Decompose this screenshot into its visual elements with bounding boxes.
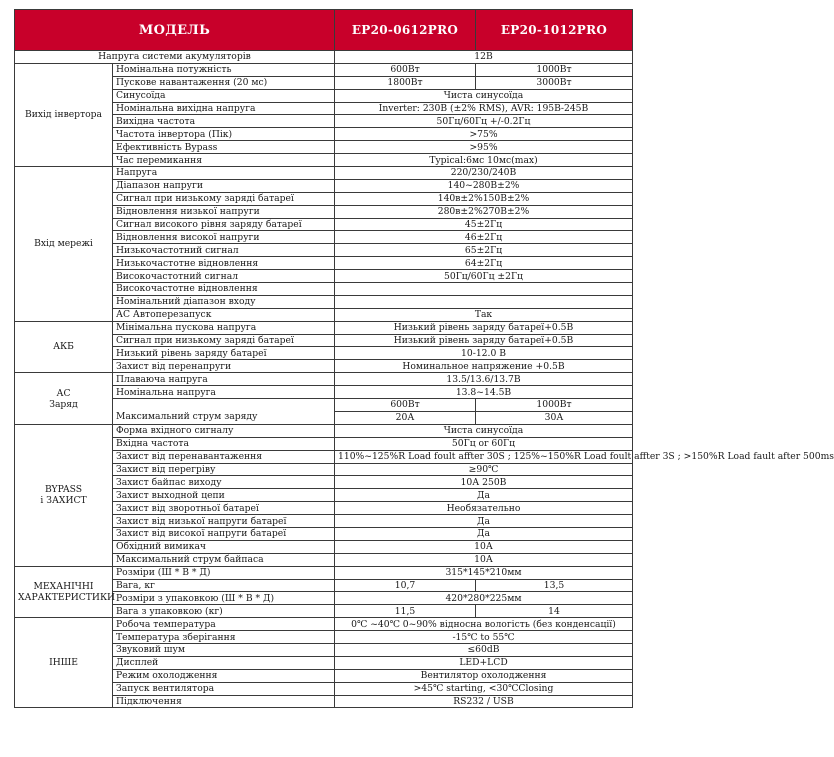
row-value: Чиста синусоїда [335, 424, 633, 437]
row-label: Сигнал високого рівня заряду батареї [113, 218, 335, 231]
row-value [335, 283, 633, 296]
row-value: 10-12.0 В [335, 347, 633, 360]
row-label: Вага, кг [113, 579, 335, 592]
table-row [15, 51, 633, 64]
row-value: RS232 / USB [335, 695, 633, 708]
table-row [15, 321, 633, 334]
row-label: Розміри з упаковкою (Ш * В * Д) [113, 592, 335, 605]
row-value: >75% [335, 128, 633, 141]
row-label: Форма вхідного сигналу [113, 424, 335, 437]
row-label: Вага з упаковкою (кг) [113, 605, 335, 618]
row-value: Вентилятор охолодження [335, 669, 633, 682]
row-label: Обхідний вимикач [113, 540, 335, 553]
row-value: >95% [335, 141, 633, 154]
row-label: Захист від перегріву [113, 463, 335, 476]
section-battery: АКБ [15, 321, 113, 373]
row-value: 65±2Гц [335, 244, 633, 257]
row-value: ≤60dB [335, 643, 633, 656]
row-value: 280в±2%270В±2% [335, 205, 633, 218]
table-row [15, 618, 633, 631]
row-value: 45±2Гц [335, 218, 633, 231]
section-title-line2: ХАРАКТЕРИСТИКИ [18, 591, 116, 603]
system-voltage-label: Напруга системи акумуляторів [15, 51, 335, 64]
header-row [15, 10, 633, 51]
row-label: Захист від низької напруги батареї [113, 515, 335, 528]
row-value: 140в±2%150В±2% [335, 192, 633, 205]
row-value: 14 [476, 605, 633, 618]
row-value: Typical:6мс 10мс(max) [335, 154, 633, 167]
row-value: 10А 250В [335, 476, 633, 489]
row-label: Захист від перенавантаження [113, 450, 335, 463]
row-value: Inverter: 230В (±2% RMS), AVR: 195В-245В [335, 102, 633, 115]
row-label: Вхідна частота [113, 437, 335, 450]
row-value: Необязательно [335, 502, 633, 515]
row-label: Запуск вентилятора [113, 682, 335, 695]
row-value: 1800Вт [335, 76, 476, 89]
row-value: Да [335, 527, 633, 540]
section-title-line1: АС [56, 387, 71, 399]
spec-table [14, 9, 834, 708]
section-title-line2: Заряд [49, 398, 78, 410]
row-value: Так [335, 308, 633, 321]
row-label: Напруга [113, 167, 335, 180]
row-label: Високочастотний сигнал [113, 270, 335, 283]
row-label: Високочастотне відновлення [113, 283, 335, 296]
table-row [15, 63, 633, 76]
row-label: Відновлення низької напруги [113, 205, 335, 218]
row-label: Низькочастотний сигнал [113, 244, 335, 257]
row-label: Низькочастотне відновлення [113, 257, 335, 270]
table-row [15, 167, 633, 180]
section-ac-charge [15, 373, 113, 425]
row-label: Номінальний діапазон входу [113, 295, 335, 308]
row-label: Дисплей [113, 656, 335, 669]
section-bypass [15, 424, 113, 566]
model-2-header: EP20-1012PRO [476, 10, 633, 51]
row-value: 1000Вт [476, 399, 633, 412]
row-value: 10А [335, 540, 633, 553]
row-label: Захист байпас виходу [113, 476, 335, 489]
row-value: 11,5 [335, 605, 476, 618]
row-value: ≥90℃ [335, 463, 633, 476]
row-label: Плаваюча напруга [113, 373, 335, 386]
row-label: Мінімальна пускова напруга [113, 321, 335, 334]
model-header: МОДЕЛЬ [15, 10, 335, 51]
row-label: Захист від зворотньої батареї [113, 502, 335, 515]
row-value: -15℃ to 55℃ [335, 631, 633, 644]
row-value: 50Гц/60Гц +/-0.2Гц [335, 115, 633, 128]
row-value: 13.5/13.6/13.7В [335, 373, 633, 386]
row-label: Синусоїда [113, 89, 335, 102]
row-label: Розміри (Ш * В * Д) [113, 566, 335, 579]
row-label: Захист выходной цепи [113, 489, 335, 502]
row-value: 420*280*225мм [335, 592, 633, 605]
row-value: 13,5 [476, 579, 633, 592]
section-mains: Вхід мережі [15, 167, 113, 322]
row-value: 3000Вт [476, 76, 633, 89]
row-value: 10А [335, 553, 633, 566]
row-value: 10,7 [335, 579, 476, 592]
row-value: 20А [335, 411, 476, 424]
row-value [335, 295, 633, 308]
row-value: Низький рівень заряду батареї+0.5В [335, 334, 633, 347]
row-value: Да [335, 515, 633, 528]
row-value: 600Вт [335, 63, 476, 76]
row-label: Температура зберігання [113, 631, 335, 644]
row-value: Да [335, 489, 633, 502]
row-label: Номінальна потужність [113, 63, 335, 76]
table-row [15, 566, 633, 579]
section-title-line1: МЕХАНІЧНІ [33, 580, 94, 592]
row-label: Ефективність Bypass [113, 141, 335, 154]
row-value: 46±2Гц [335, 231, 633, 244]
row-label: Номінальна вихідна напруга [113, 102, 335, 115]
section-title-line1: BYPASS [44, 484, 83, 496]
row-value: LED+LCD [335, 656, 633, 669]
row-label: Захист від перенапруги [113, 360, 335, 373]
row-value: 50Гц/60Гц ±2Гц [335, 270, 633, 283]
row-value: 315*145*210мм [335, 566, 633, 579]
row-label: Відновлення високої напруги [113, 231, 335, 244]
row-value: 13.8~14.5В [335, 386, 633, 399]
row-label: Підключення [113, 695, 335, 708]
row-label: Сигнал при низькому заряді батареї [113, 192, 335, 205]
model-1-header: EP20-0612PRO [335, 10, 476, 51]
row-label: Низький рівень заряду батареї [113, 347, 335, 360]
row-value: 600Вт [335, 399, 476, 412]
row-label: Захист від високої напруги батареї [113, 527, 335, 540]
row-value: 50Гц or 60Гц [335, 437, 633, 450]
row-label: Номінальна напруга [113, 386, 335, 399]
table-row [15, 373, 633, 386]
row-value: Чиста синусоїда [335, 89, 633, 102]
row-label: Режим охолодження [113, 669, 335, 682]
section-other: ІНШЕ [15, 618, 113, 708]
row-label: Вихідна частота [113, 115, 335, 128]
row-value: >45℃ starting, <30℃Closing [335, 682, 633, 695]
row-value: 220/230/240В [335, 167, 633, 180]
row-value: 1000Вт [476, 63, 633, 76]
row-label: АС Автоперезапуск [113, 308, 335, 321]
row-value: 110%~125%R Load foult affter 30S ; 125%~150%R Load foult affter 3S ; >150%R Load fault after 500ms [335, 450, 633, 463]
row-value: 0℃ ~40℃ 0~90% відносна вологість (без конденсації) [335, 618, 633, 631]
row-value: 64±2Гц [335, 257, 633, 270]
section-mechanical [15, 566, 116, 618]
row-label: Робоча температура [113, 618, 335, 631]
row-label: Максимальний струм байпаса [113, 553, 335, 566]
table-row [15, 424, 633, 437]
row-label: Сигнал при низькому заряді батареї [113, 334, 335, 347]
row-value: Номинальное напряжение +0.5В [335, 360, 633, 373]
row-label: Пускове навантаження (20 мс) [113, 76, 335, 89]
row-label: Діапазон напруги [113, 179, 335, 192]
row-value: 30А [476, 411, 633, 424]
row-value: 140~280В±2% [335, 179, 633, 192]
row-label: Час перемикання [113, 154, 335, 167]
row-label: Звуковий шум [113, 643, 335, 656]
section-inverter: Вихід інвертора [15, 63, 113, 166]
section-title-line2: і ЗАХИСТ [40, 495, 87, 507]
row-label: Максимальний струм заряду [113, 399, 335, 425]
row-label: Частота інвертора (Пік) [113, 128, 335, 141]
system-voltage-value: 12В [335, 51, 633, 64]
row-value: Низький рівень заряду батареї+0.5В [335, 321, 633, 334]
